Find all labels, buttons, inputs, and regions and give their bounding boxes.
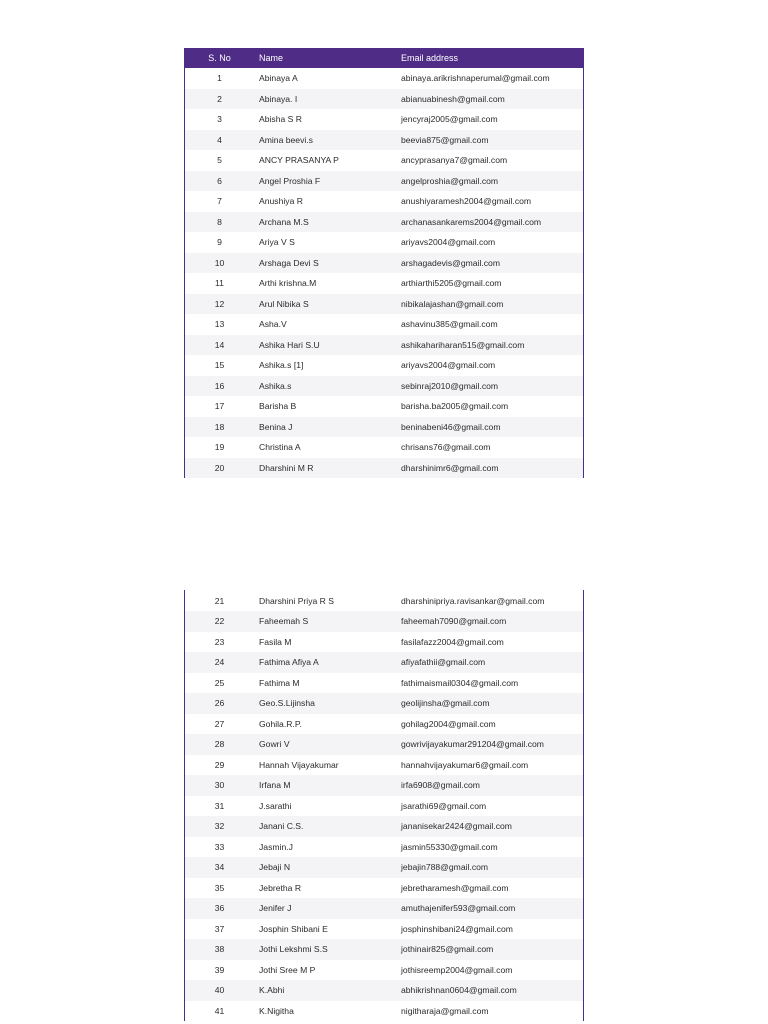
cell-sno: 32 (214, 821, 225, 832)
cell-name: K.Nigitha (259, 1005, 294, 1016)
cell-name: Jebaji N (259, 862, 291, 873)
student-table-page-2 (184, 590, 584, 1021)
cell-sno: 27 (214, 718, 225, 729)
table-row (185, 673, 583, 694)
cell-email: jothinair825@gmail.com (401, 944, 494, 955)
table-row (185, 89, 583, 110)
cell-name: Jebretha R (259, 882, 302, 893)
cell-email: ancyprasanya7@gmail.com (401, 155, 508, 166)
table-row (185, 376, 583, 397)
cell-email: ariyavs2004@gmail.com (401, 237, 496, 248)
table-row (185, 253, 583, 274)
table-row (185, 652, 583, 673)
cell-name: Gowri V (259, 739, 290, 750)
cell-name: ANCY PRASANYA P (259, 155, 339, 166)
cell-email: irfa6908@gmail.com (401, 780, 480, 791)
cell-email: jananisekar2424@gmail.com (401, 821, 512, 832)
cell-email: jebajin788@gmail.com (401, 862, 489, 873)
table-row (185, 109, 583, 130)
cell-email: chrisans76@gmail.com (401, 442, 491, 453)
cell-sno: 31 (214, 800, 225, 811)
table-row (185, 150, 583, 171)
cell-email: geolijinsha@gmail.com (401, 698, 490, 709)
table-row (185, 417, 583, 438)
table-row (185, 232, 583, 253)
table-row (185, 396, 583, 417)
cell-email: barisha.ba2005@gmail.com (401, 401, 509, 412)
cell-sno: 5 (217, 155, 222, 166)
table-row (185, 611, 583, 632)
cell-sno: 37 (214, 923, 225, 934)
cell-email: ariyavs2004@gmail.com (401, 360, 496, 371)
cell-sno: 13 (214, 319, 225, 330)
cell-name: Josphin Shibani E (259, 923, 328, 934)
cell-sno: 40 (214, 985, 225, 996)
cell-name: J.sarathi (259, 800, 292, 811)
cell-email: anushiyaramesh2004@gmail.com (401, 196, 532, 207)
cell-sno: 28 (214, 739, 225, 750)
cell-sno: 9 (217, 237, 222, 248)
cell-email: jebretharamesh@gmail.com (401, 882, 509, 893)
cell-sno: 2 (217, 93, 222, 104)
cell-name: Arul Nibika S (259, 298, 309, 309)
cell-name: Fathima M (259, 677, 300, 688)
header-name: Name (259, 53, 284, 63)
cell-sno: 3 (217, 114, 222, 125)
table-row (185, 130, 583, 151)
cell-email: dharshinipriya.ravisankar@gmail.com (401, 595, 545, 606)
cell-name: Fasila M (259, 636, 292, 647)
cell-name: Archana M.S (259, 216, 309, 227)
cell-sno: 12 (214, 298, 225, 309)
cell-sno: 20 (214, 462, 225, 473)
student-table (185, 48, 583, 478)
table-row (185, 734, 583, 755)
cell-email: josphinshibani24@gmail.com (401, 923, 513, 934)
cell-sno: 1 (217, 73, 222, 84)
table-row (185, 294, 583, 315)
table-header (185, 48, 583, 68)
cell-email: afiyafathii@gmail.com (401, 657, 486, 668)
cell-name: Jothi Lekshmi S.S (259, 944, 328, 955)
table-row (185, 590, 583, 611)
cell-name: Geo.S.Lijinsha (259, 698, 315, 709)
table-row (185, 796, 583, 817)
header-sno: S. No (208, 53, 231, 63)
cell-name: Amina beevi.s (259, 134, 313, 145)
cell-sno: 38 (214, 944, 225, 955)
table-row (185, 898, 583, 919)
cell-sno: 23 (214, 636, 225, 647)
cell-email: fathimaismail0304@gmail.com (401, 677, 519, 688)
cell-sno: 36 (214, 903, 225, 914)
cell-email: jothisreemp2004@gmail.com (401, 964, 513, 975)
cell-sno: 39 (214, 964, 225, 975)
table-row (185, 980, 583, 1001)
cell-email: gowrivijayakumar291204@gmail.com (401, 739, 544, 750)
cell-name: Dharshini M R (259, 462, 314, 473)
table-row (185, 273, 583, 294)
table-row (185, 939, 583, 960)
cell-sno: 10 (214, 257, 225, 268)
cell-name: Abinaya A (259, 73, 298, 84)
cell-email: arthiarthi5205@gmail.com (401, 278, 502, 289)
cell-email: abianuabinesh@gmail.com (401, 93, 505, 104)
cell-name: Irfana M (259, 780, 291, 791)
cell-sno: 22 (214, 616, 225, 627)
cell-email: amuthajenifer593@gmail.com (401, 903, 516, 914)
cell-name: Jasmin.J (259, 841, 293, 852)
cell-name: Hannah Vijayakumar (259, 759, 339, 770)
cell-sno: 4 (217, 134, 222, 145)
table-row (185, 878, 583, 899)
cell-sno: 25 (214, 677, 225, 688)
table-row (185, 171, 583, 192)
cell-email: angelproshia@gmail.com (401, 175, 499, 186)
cell-name: Abinaya. I (259, 93, 298, 104)
table-row (185, 632, 583, 653)
cell-name: Ashika.s [1] (259, 360, 304, 371)
cell-email: jencyraj2005@gmail.com (401, 114, 498, 125)
cell-email: jsarathi69@gmail.com (401, 800, 487, 811)
cell-sno: 15 (214, 360, 225, 371)
cell-name: Ashika Hari S.U (259, 339, 320, 350)
cell-name: Angel Proshia F (259, 175, 321, 186)
cell-sno: 8 (217, 216, 222, 227)
table-row (185, 714, 583, 735)
cell-name: Asha.V (259, 319, 287, 330)
cell-name: Jothi Sree M P (259, 964, 316, 975)
table-row (185, 437, 583, 458)
cell-sno: 24 (214, 657, 225, 668)
table-row (185, 314, 583, 335)
cell-name: Jenifer J (259, 903, 292, 914)
cell-sno: 11 (215, 278, 224, 289)
table-row (185, 775, 583, 796)
cell-email: arshagadevis@gmail.com (401, 257, 501, 268)
student-table-page-1 (184, 48, 584, 478)
cell-sno: 19 (214, 442, 225, 453)
cell-email: nigitharaja@gmail.com (401, 1005, 489, 1016)
cell-email: hannahvijayakumar6@gmail.com (401, 759, 529, 770)
cell-name: Abisha S R (259, 114, 302, 125)
cell-email: beevia875@gmail.com (401, 134, 489, 145)
cell-sno: 18 (214, 421, 225, 432)
cell-sno: 33 (214, 841, 225, 852)
cell-sno: 7 (217, 196, 222, 207)
cell-email: dharshinimr6@gmail.com (401, 462, 499, 473)
table-row (185, 857, 583, 878)
table-row (185, 68, 583, 89)
table-row (185, 191, 583, 212)
cell-name: K.Abhi (259, 985, 285, 996)
cell-name: Arthi krishna.M (259, 278, 317, 289)
table-row (185, 693, 583, 714)
cell-email: beninabeni46@gmail.com (401, 421, 501, 432)
table-row (185, 960, 583, 981)
cell-sno: 14 (214, 339, 225, 350)
student-table-continued (185, 590, 583, 1021)
table-header-row (185, 48, 583, 68)
cell-name: Anushiya R (259, 196, 303, 207)
cell-name: Gohila.R.P. (259, 718, 302, 729)
cell-sno: 16 (214, 380, 225, 391)
table-row (185, 755, 583, 776)
table-row (185, 355, 583, 376)
table-row (185, 919, 583, 940)
cell-email: fasilafazz2004@gmail.com (401, 636, 504, 647)
cell-name: Arshaga Devi S (259, 257, 319, 268)
cell-email: archanasankarems2004@gmail.com (401, 216, 542, 227)
header-email: Email address (401, 53, 459, 63)
cell-email: jasmin55330@gmail.com (401, 841, 498, 852)
cell-email: sebinraj2010@gmail.com (401, 380, 499, 391)
cell-email: abinaya.arikrishnaperumal@gmail.com (401, 73, 550, 84)
table-row (185, 335, 583, 356)
cell-name: Janani C.S. (259, 821, 304, 832)
cell-sno: 6 (217, 175, 222, 186)
cell-sno: 17 (214, 401, 225, 412)
cell-name: Barisha B (259, 401, 297, 412)
table-body (185, 68, 583, 478)
cell-email: abhikrishnan0604@gmail.com (401, 985, 517, 996)
cell-sno: 26 (214, 698, 225, 709)
cell-sno: 21 (214, 595, 225, 606)
cell-sno: 41 (214, 1005, 225, 1016)
cell-name: Ashika.s (259, 380, 292, 391)
cell-email: gohilag2004@gmail.com (401, 718, 496, 729)
cell-name: Dharshini Priya R S (259, 595, 334, 606)
cell-name: Christina A (259, 442, 301, 453)
table-row (185, 1001, 583, 1022)
cell-email: nibikalajashan@gmail.com (401, 298, 504, 309)
cell-name: Ariya V S (259, 237, 295, 248)
cell-name: Fathima Afiya A (259, 657, 319, 668)
table-row (185, 816, 583, 837)
cell-sno: 35 (214, 882, 225, 893)
cell-email: faheemah7090@gmail.com (401, 616, 507, 627)
table-row (185, 837, 583, 858)
cell-email: ashikahariharan515@gmail.com (401, 339, 525, 350)
cell-email: ashavinu385@gmail.com (401, 319, 498, 330)
cell-sno: 34 (214, 862, 225, 873)
table-row (185, 458, 583, 479)
table-body (185, 590, 583, 1021)
table-row (185, 212, 583, 233)
cell-name: Benina J (259, 421, 293, 432)
cell-sno: 30 (214, 780, 225, 791)
cell-sno: 29 (214, 759, 225, 770)
cell-name: Faheemah S (259, 616, 309, 627)
